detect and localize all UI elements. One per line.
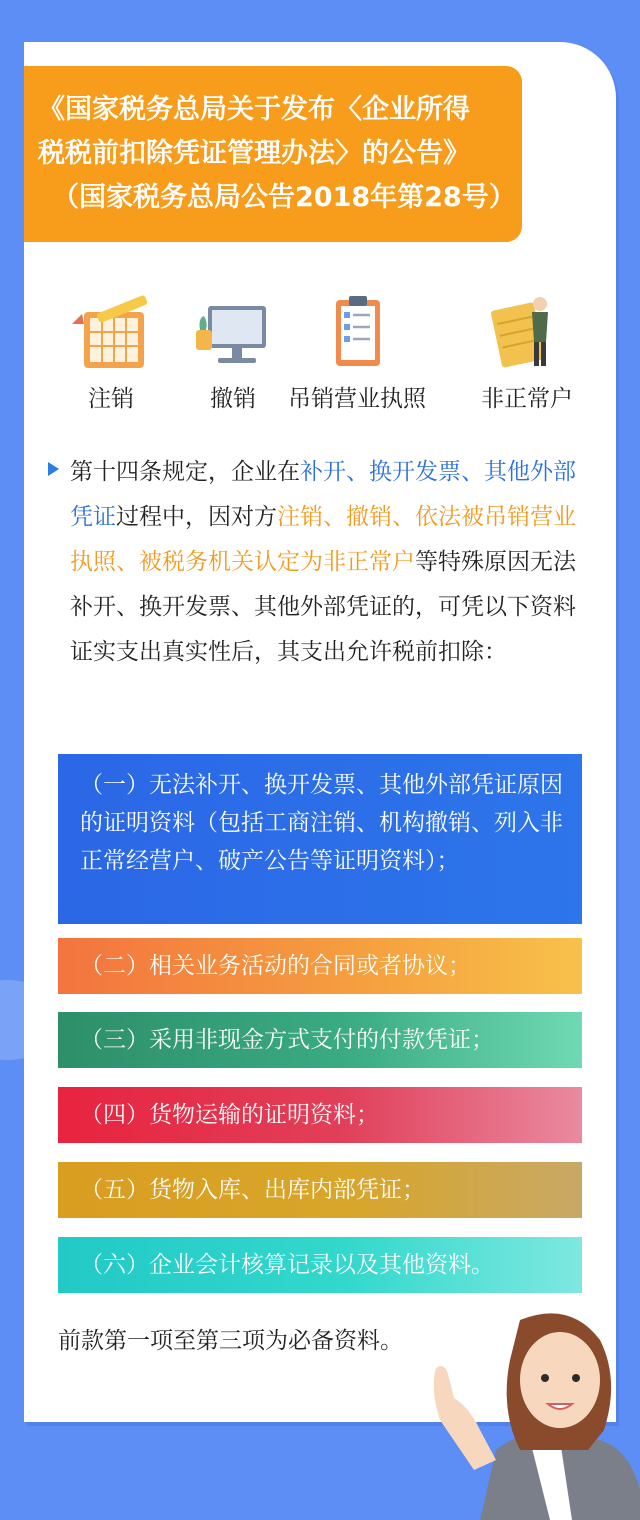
- icon-label-abnormal-account: 非正常户: [481, 386, 573, 412]
- title-line-1: 《国家税务总局关于发布〈企业所得: [38, 94, 470, 125]
- item-6-bar: （六）企业会计核算记录以及其他资料。: [58, 1237, 582, 1293]
- announcement-title-box: [24, 66, 522, 242]
- presenter-woman-illustration: [400, 1300, 640, 1520]
- icon-label-revoke: 撤销: [210, 386, 256, 412]
- computer-monitor-icon: [188, 290, 278, 372]
- clipboard-checklist-icon: [312, 290, 402, 372]
- person-with-notebook-icon: [482, 290, 572, 372]
- footnote: 前款第一项至第三项为必备资料。: [58, 1328, 403, 1354]
- notebook-pencil-icon: [66, 290, 156, 372]
- para-highlight-blue: 补开、换开发票、其他外部凭证: [70, 459, 576, 530]
- bullet-arrow-icon: [48, 462, 59, 476]
- para-highlight-orange: 注销、撤销、依法被吊销营业执照、被税务机关认定为非正常户: [70, 504, 576, 575]
- icon-cell-abnormal-account: [452, 290, 602, 415]
- icon-label-cancel: 注销: [88, 386, 134, 412]
- para-text-2: 过程中，因对方: [116, 504, 277, 530]
- icon-label-license-revoked: 吊销营业执照: [288, 386, 426, 412]
- item-5-bar: （五）货物入库、出库内部凭证；: [58, 1162, 582, 1218]
- item-2-bar: （二）相关业务活动的合同或者协议；: [58, 938, 582, 994]
- para-text-1: 第十四条规定，企业在: [70, 459, 300, 485]
- status-icons-row: [24, 290, 616, 420]
- item-1-bar: （一）无法补开、换开发票、其他外部凭证原因的证明资料（包括工商注销、机构撤销、列入非正常经营户、破产公告等证明资料）；: [58, 754, 582, 924]
- title-line-3: （国家税务总局公告2018年第28号）: [52, 182, 516, 213]
- article-14-paragraph: [70, 450, 598, 675]
- item-3-bar: （三）采用非现金方式支付的付款凭证；: [58, 1012, 582, 1068]
- para-text-3: 等特殊原因无法补开、换开发票、其他外部凭证的，可凭以下资料证实支出真实性后，其支出允许税前扣除：: [70, 549, 576, 665]
- title-line-2: 税税前扣除凭证管理办法〉的公告》: [38, 138, 470, 169]
- icon-cell-license-revoked: [282, 290, 432, 415]
- item-4-bar: （四）货物运输的证明资料；: [58, 1087, 582, 1143]
